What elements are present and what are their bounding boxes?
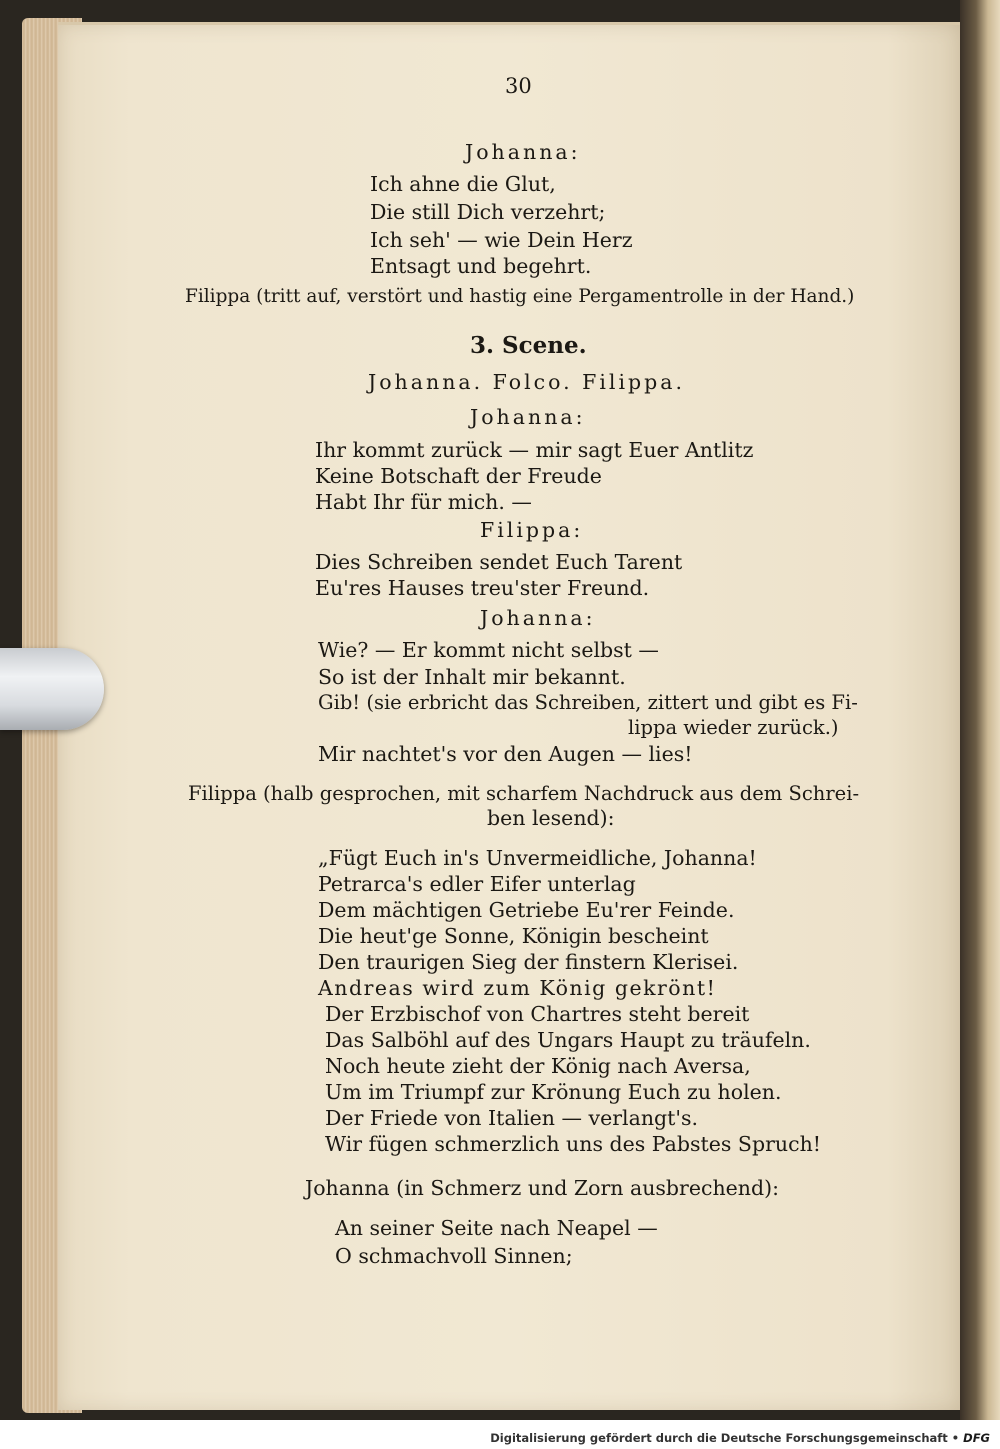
letter-line: Der Friede von Italien — verlangt's. — [325, 1106, 699, 1130]
letter-line: „Fügt Euch in's Unvermeidliche, Johanna! — [318, 846, 757, 870]
dfg-logo: DFG — [963, 1431, 990, 1445]
speaker-filippa: Filippa: — [480, 518, 584, 542]
speaker-direction: Filippa (halb gesprochen, mit scharfem Nachdruck aus dem Schrei- — [188, 782, 860, 805]
verse-line: Entsagt und begehrt. — [370, 254, 592, 278]
verse-line: Eu'res Hauses treu'ster Freund. — [315, 576, 650, 600]
letter-line-emphasis: Andreas wird zum König gekrönt! — [318, 976, 717, 1000]
verse-line: Habt Ihr für mich. — — [315, 490, 532, 514]
letter-line: Wir fügen schmerzlich uns des Pabstes Spruch! — [325, 1132, 822, 1156]
letter-line: Das Salböhl auf des Ungars Haupt zu träufeln. — [325, 1028, 811, 1052]
letter-line: Noch heute zieht der König nach Aversa, — [325, 1054, 751, 1078]
page-number: 30 — [505, 74, 532, 98]
thumb-holding-page — [0, 648, 104, 730]
facing-page-edge — [960, 0, 1000, 1420]
speaker-direction: Johanna (in Schmerz und Zorn ausbrechend): — [305, 1176, 780, 1200]
speaker-johanna: Johanna: — [480, 606, 596, 630]
verse-line: An seiner Seite nach Neapel — — [335, 1216, 658, 1240]
speaker-johanna: Johanna: — [465, 140, 581, 164]
stage-direction: Filippa (tritt auf, verstört und hastig eine Pergamentrolle in der Hand.) — [185, 286, 855, 307]
speaker-johanna: Johanna: — [470, 405, 586, 429]
footer-credit-text: Digitalisierung gefördert durch die Deutsche Forschungsgemeinschaft • — [490, 1431, 960, 1445]
verse-line: Keine Botschaft der Freude — [315, 464, 602, 488]
letter-line: Um im Triumpf zur Krönung Euch zu holen. — [325, 1080, 782, 1104]
letter-line: Petrarca's edler Eifer unterlag — [318, 872, 636, 896]
verse-line: Dies Schreiben sendet Euch Tarent — [315, 550, 683, 574]
speaker-direction-continuation: ben lesend): — [487, 806, 615, 830]
letter-line: Der Erzbischof von Chartres steht bereit — [325, 1002, 750, 1026]
verse-line: Ihr kommt zurück — mir sagt Euer Antlitz — [315, 438, 754, 462]
letter-line: Die heut'ge Sonne, Königin bescheint — [318, 924, 709, 948]
verse-line: Die still Dich verzehrt; — [370, 200, 606, 224]
verse-line: Wie? — Er kommt nicht selbst — — [318, 638, 659, 662]
footer-credit — [490, 1431, 990, 1445]
characters-list: Johanna. Folco. Filippa. — [368, 370, 686, 394]
letter-line: Dem mächtigen Getriebe Eu'rer Feinde. — [318, 898, 735, 922]
verse-line: So ist der Inhalt mir bekannt. — [318, 665, 626, 689]
verse-line: Ich ahne die Glut, — [370, 172, 556, 196]
verse-line: Ich seh' — wie Dein Herz — [370, 228, 633, 252]
verse-line: O schmachvoll Sinnen; — [335, 1244, 573, 1268]
verse-line-continuation: lippa wieder zurück.) — [628, 716, 839, 739]
letter-line: Den traurigen Sieg der finstern Klerisei. — [318, 950, 739, 974]
scene-heading: 3. Scene. — [470, 332, 587, 359]
verse-line: Gib! (sie erbricht das Schreiben, zittert und gibt es Fi- — [318, 691, 858, 714]
verse-line: Mir nachtet's vor den Augen — lies! — [318, 742, 693, 766]
